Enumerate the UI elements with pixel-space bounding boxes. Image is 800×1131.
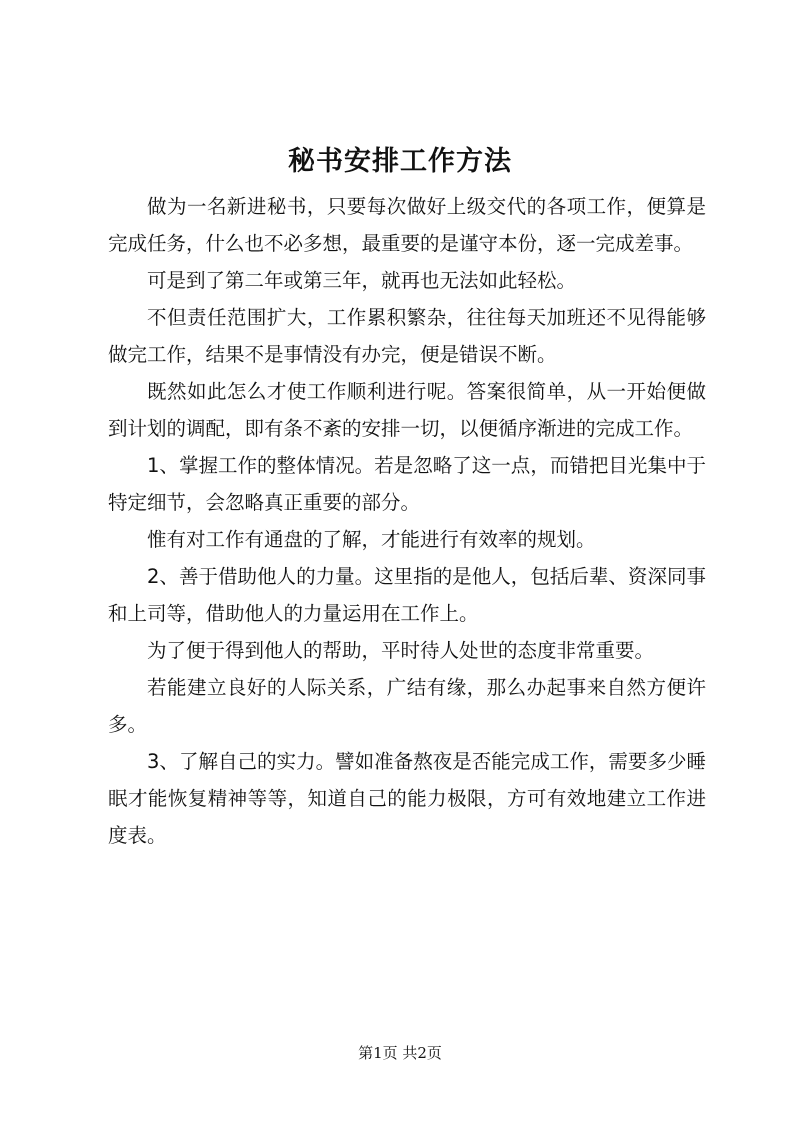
paragraph: 做为一名新进秘书，只要每次做好上级交代的各项工作，便算是完成任务，什么也不必多想，最重要的是谨守本份，逐一完成差事。: [108, 195, 706, 255]
document-title: 秘书安排工作方法: [288, 146, 512, 177]
document-body: [108, 188, 706, 854]
paragraph: 不但责任范围扩大，工作累积繁杂，往往每天加班还不见得能够做完工作，结果不是事情没有办完，便是错误不断。: [108, 306, 706, 366]
paragraph: 可是到了第二年或第三年，就再也无法如此轻松。: [147, 269, 577, 292]
paragraph: 3、了解自己的实力。譬如准备熬夜是否能完成工作，需要多少睡眠才能恢复精神等等，知道自己的能力极限，方可有效地建立工作进度表。: [108, 750, 706, 847]
paragraph: 惟有对工作有通盘的了解，才能进行有效率的规划。: [147, 528, 596, 551]
paragraph: 1、掌握工作的整体情况。若是忽略了这一点，而错把目光集中于特定细节，会忽略真正重要的部分。: [108, 454, 706, 514]
paragraph: 既然如此怎么才使工作顺利进行呢。答案很简单，从一开始便做到计划的调配，即有条不紊的安排一切，以便循序渐进的完成工作。: [108, 380, 706, 440]
paragraph: 为了便于得到他人的帮助，平时待人处世的态度非常重要。: [147, 639, 655, 662]
paragraph: 2、善于借助他人的力量。这里指的是他人，包括后辈、资深同事和上司等，借助他人的力量运用在工作上。: [108, 565, 706, 625]
paragraph: 若能建立良好的人际关系，广结有缘，那么办起事来自然方便许多。: [108, 676, 706, 736]
page-number-footer: 第1页 共2页: [358, 1044, 442, 1062]
